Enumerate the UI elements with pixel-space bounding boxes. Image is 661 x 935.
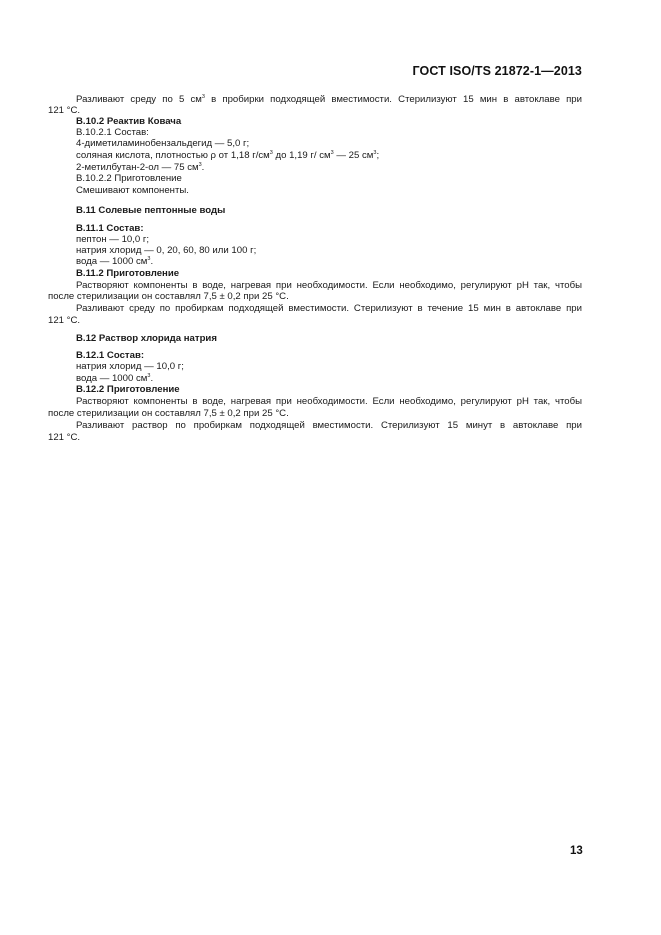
paragraph-line: Разливают раствор по пробиркам подходящей вместимости. Стерилизуют 15 минут в автоклаве при	[76, 420, 582, 431]
paragraph-line: 121 °C.	[48, 105, 81, 116]
paragraph-line: 121 °C.	[48, 432, 81, 443]
composition-item: 4-диметиламинобензальдегид — 5,0 г;	[76, 138, 250, 149]
composition-item: соляная кислота, плотностью ρ от 1,18 $г/см^3$ до 1,19 г/ $см^3$ — 25 $см^3$;	[76, 150, 380, 161]
paragraph-line: Разливают среду по пробиркам подходящей вместимости. Стерилизуют в течение 15 мин в автоклаве при	[76, 303, 582, 314]
paragraph-line: 121 °C.	[48, 315, 81, 326]
paragraph-line: после стерилизации он составлял 7,5 ± 0,2 при 25 °C.	[48, 291, 289, 302]
subsection-heading: B.11.2 Приготовление	[76, 268, 180, 279]
subsection-heading: B.10.2.2 Приготовление	[76, 173, 182, 184]
paragraph-line: Растворяют компоненты в воде, нагревая при необходимости. Если необходимо, регулируют pH так, чтобы	[76, 396, 582, 407]
subsection-heading: B.12.1 Состав:	[76, 350, 145, 361]
composition-item: 2-метилбутан-2-ол — 75 $см^3$.	[76, 162, 205, 173]
composition-item: натрия хлорид — 0, 20, 60, 80 или 100 г;	[76, 245, 257, 256]
document-code-header: ГОСТ ISO/TS 21872-1—2013	[412, 64, 582, 78]
subsection-heading: B.10.2.1 Состав:	[76, 127, 149, 138]
composition-item: вода — 1000 $см^3$.	[76, 373, 154, 384]
section-heading-b12: B.12 Раствор хлорида натрия	[76, 333, 217, 344]
page-number: 13	[570, 845, 583, 857]
paragraph-line: Растворяют компоненты в воде, нагревая при необходимости. Если необходимо, регулируют pH так, чтобы	[76, 280, 582, 291]
subsection-heading: B.11.1 Состав:	[76, 223, 144, 234]
paragraph-line: после стерилизации он составлял 7,5 ± 0,2 при 25 °C.	[48, 408, 289, 419]
composition-item: пептон — 10,0 г;	[76, 234, 150, 245]
section-heading-b10-2: B.10.2 Реактив Ковача	[76, 116, 182, 127]
section-heading-b11: B.11 Солевые пептонные воды	[76, 205, 226, 216]
paragraph-line: Смешивают компоненты.	[76, 185, 189, 196]
paragraph-line: Разливают среду по 5 $см^3$ в пробирки подходящей вместимости. Стерилизуют 15 мин в автоклаве при	[76, 94, 582, 105]
subsection-heading: B.12.2 Приготовление	[76, 384, 180, 395]
composition-item: вода — 1000 $см^3$.	[76, 256, 154, 267]
composition-item: натрия хлорид — 10,0 г;	[76, 361, 184, 372]
